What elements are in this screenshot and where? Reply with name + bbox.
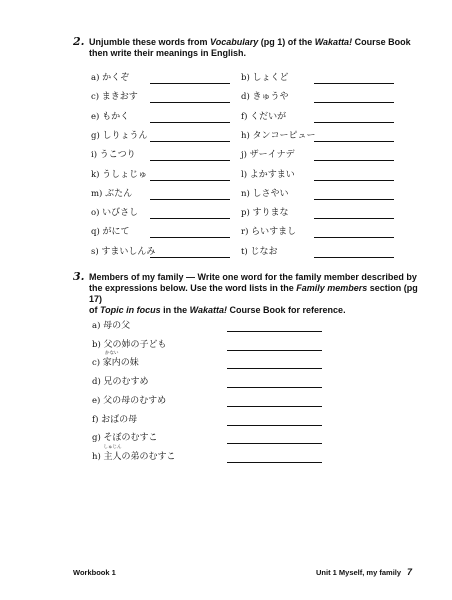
item-text: まきおす	[101, 92, 138, 103]
item-label: j)	[241, 150, 247, 161]
item-text: かくぞ	[102, 73, 130, 83]
instr-text: Unjumble these words from	[89, 37, 211, 47]
item-label: h)	[92, 451, 101, 462]
answer-line[interactable]	[227, 462, 322, 463]
answer-line[interactable]	[150, 257, 230, 258]
answer-line[interactable]	[314, 122, 394, 123]
item-label: o)	[91, 208, 100, 219]
item-label: m)	[91, 188, 103, 199]
answer-line[interactable]	[314, 237, 394, 238]
answer-line[interactable]	[150, 141, 230, 142]
item-text: タンコーピュー	[252, 130, 316, 141]
exercise-2-number: 2.	[73, 35, 85, 48]
list-item	[91, 91, 138, 103]
item-text	[102, 351, 139, 369]
page-number: 7	[407, 567, 413, 577]
item-text: そぼのむすこ	[103, 433, 158, 444]
item-label: k)	[91, 169, 100, 180]
item-text: うこつり	[99, 150, 136, 161]
item-text: じなお	[250, 246, 278, 257]
list-item	[92, 414, 137, 426]
answer-line[interactable]	[314, 160, 394, 161]
item-text: 兄のむすめ	[103, 377, 149, 388]
item-label: a)	[92, 321, 101, 331]
item-label: c)	[91, 92, 100, 103]
item-label: r)	[241, 227, 249, 238]
ruby-base: 家内	[102, 358, 121, 369]
list-item	[241, 91, 288, 103]
footer-workbook: Workbook 1	[73, 568, 116, 577]
answer-line[interactable]	[227, 387, 322, 388]
list-item	[91, 207, 138, 219]
list-item	[92, 320, 130, 332]
answer-line[interactable]	[150, 122, 230, 123]
answer-line[interactable]	[150, 180, 230, 181]
list-item	[91, 169, 147, 181]
answer-line[interactable]	[314, 180, 394, 181]
item-label: t)	[241, 246, 248, 257]
item-label: p)	[241, 208, 250, 219]
answer-line[interactable]	[314, 83, 394, 84]
item-label: i)	[91, 150, 98, 161]
list-item	[241, 246, 277, 258]
list-item	[92, 351, 139, 369]
answer-line[interactable]	[314, 257, 394, 258]
list-item	[91, 188, 132, 200]
instr-wakatta: Wakatta!	[314, 37, 353, 47]
item-text: すまいしんみ	[101, 246, 156, 257]
item-text: くだいが	[250, 111, 287, 122]
list-item	[241, 169, 295, 181]
exercise-3-instructions	[89, 272, 429, 316]
instr-text: in the	[160, 305, 190, 315]
ruby-base: 主人	[103, 451, 122, 462]
list-item	[91, 111, 129, 123]
answer-line[interactable]	[150, 199, 230, 200]
item-text	[103, 444, 176, 462]
list-item	[241, 130, 316, 142]
answer-line[interactable]	[150, 83, 230, 84]
exercise-2-instructions	[89, 37, 419, 59]
item-label: h)	[241, 130, 250, 141]
list-item	[91, 72, 129, 84]
list-item	[241, 226, 296, 238]
item-text: いびさし	[102, 208, 139, 219]
ruby-group	[103, 444, 122, 463]
item-label: e)	[92, 395, 101, 406]
item-label: e)	[91, 111, 100, 122]
ruby-group	[102, 351, 121, 369]
list-item	[92, 395, 166, 407]
instr-text: Members of my family — Write one word for the family member described by	[89, 272, 417, 282]
list-item	[92, 444, 176, 463]
item-label: d)	[92, 377, 101, 388]
list-item	[241, 111, 286, 123]
list-item	[91, 246, 155, 258]
answer-line[interactable]	[150, 218, 230, 219]
item-text: おばの母	[101, 414, 138, 425]
list-item	[91, 226, 129, 238]
list-item	[92, 432, 157, 444]
instr-text: section (pg 17)	[89, 283, 418, 304]
list-item	[91, 130, 147, 142]
instr-text: of	[89, 305, 100, 315]
instr-text: then write their meanings in English.	[89, 48, 247, 58]
item-text: すりまな	[252, 208, 289, 219]
item-text-rest: の弟のむすこ	[121, 451, 176, 462]
instr-wakatta: Wakatta!	[189, 305, 228, 315]
item-label: a)	[91, 73, 100, 83]
list-item	[241, 207, 288, 219]
list-item	[92, 339, 166, 351]
exercise-3-number: 3.	[73, 270, 85, 283]
furigana: しゅじん	[103, 444, 122, 450]
item-label: q)	[91, 227, 100, 238]
item-text: しさやい	[252, 188, 289, 199]
instr-text: Course Book for reference.	[227, 305, 346, 315]
answer-line[interactable]	[314, 199, 394, 200]
item-text: よかすまい	[249, 169, 295, 180]
item-label: l)	[241, 169, 248, 180]
item-label: f)	[241, 111, 248, 122]
answer-line[interactable]	[227, 425, 322, 426]
instr-text: Course Book	[352, 37, 411, 47]
instr-family-members: Family members	[296, 283, 368, 293]
item-label: s)	[91, 246, 99, 257]
answer-line[interactable]	[314, 218, 394, 219]
item-label: f)	[92, 414, 99, 425]
item-label: b)	[241, 73, 250, 83]
item-text: 母の父	[103, 321, 131, 331]
answer-line[interactable]	[227, 331, 322, 332]
list-item	[91, 149, 136, 161]
answer-line[interactable]	[227, 368, 322, 369]
instr-text: the expressions below. Use the word lists in the	[89, 283, 297, 293]
item-text: しりょうん	[102, 130, 148, 141]
item-text: もかく	[102, 111, 130, 122]
item-text: らいすまし	[251, 227, 297, 238]
answer-line[interactable]	[227, 406, 322, 407]
answer-line[interactable]	[314, 102, 394, 103]
item-text: うしょじゅ	[102, 169, 148, 180]
instr-topic: Topic in focus	[100, 305, 161, 315]
answer-line[interactable]	[150, 237, 230, 238]
item-label: d)	[241, 92, 250, 103]
item-label: g)	[91, 130, 100, 141]
list-item	[92, 376, 148, 388]
item-text: きゅうや	[252, 92, 289, 103]
list-item	[241, 149, 295, 161]
item-text: ぶたん	[105, 188, 133, 199]
instr-vocabulary: Vocabulary	[210, 37, 259, 47]
instr-text: (pg 1) of the	[258, 37, 315, 47]
item-text: ザーイナデ	[249, 150, 295, 161]
footer-unit-title: Unit 1 Myself, my family	[316, 568, 402, 577]
item-text: がにて	[102, 227, 130, 238]
footer-unit	[316, 567, 412, 577]
item-text-rest: の妹	[120, 358, 139, 369]
answer-line[interactable]	[150, 102, 230, 103]
item-label: g)	[92, 433, 101, 444]
answer-line[interactable]	[150, 160, 230, 161]
item-text: 父の母のむすめ	[103, 395, 167, 406]
item-text: 父の姉の子ども	[103, 339, 167, 350]
item-label: b)	[92, 339, 101, 350]
list-item	[241, 188, 289, 200]
item-label: c)	[92, 358, 101, 369]
answer-line[interactable]	[227, 350, 322, 351]
furigana: かない	[105, 351, 119, 357]
list-item	[241, 72, 288, 84]
item-label: n)	[241, 188, 250, 199]
answer-line[interactable]	[314, 141, 394, 142]
answer-line[interactable]	[227, 443, 322, 444]
item-text: しょくど	[252, 73, 289, 83]
